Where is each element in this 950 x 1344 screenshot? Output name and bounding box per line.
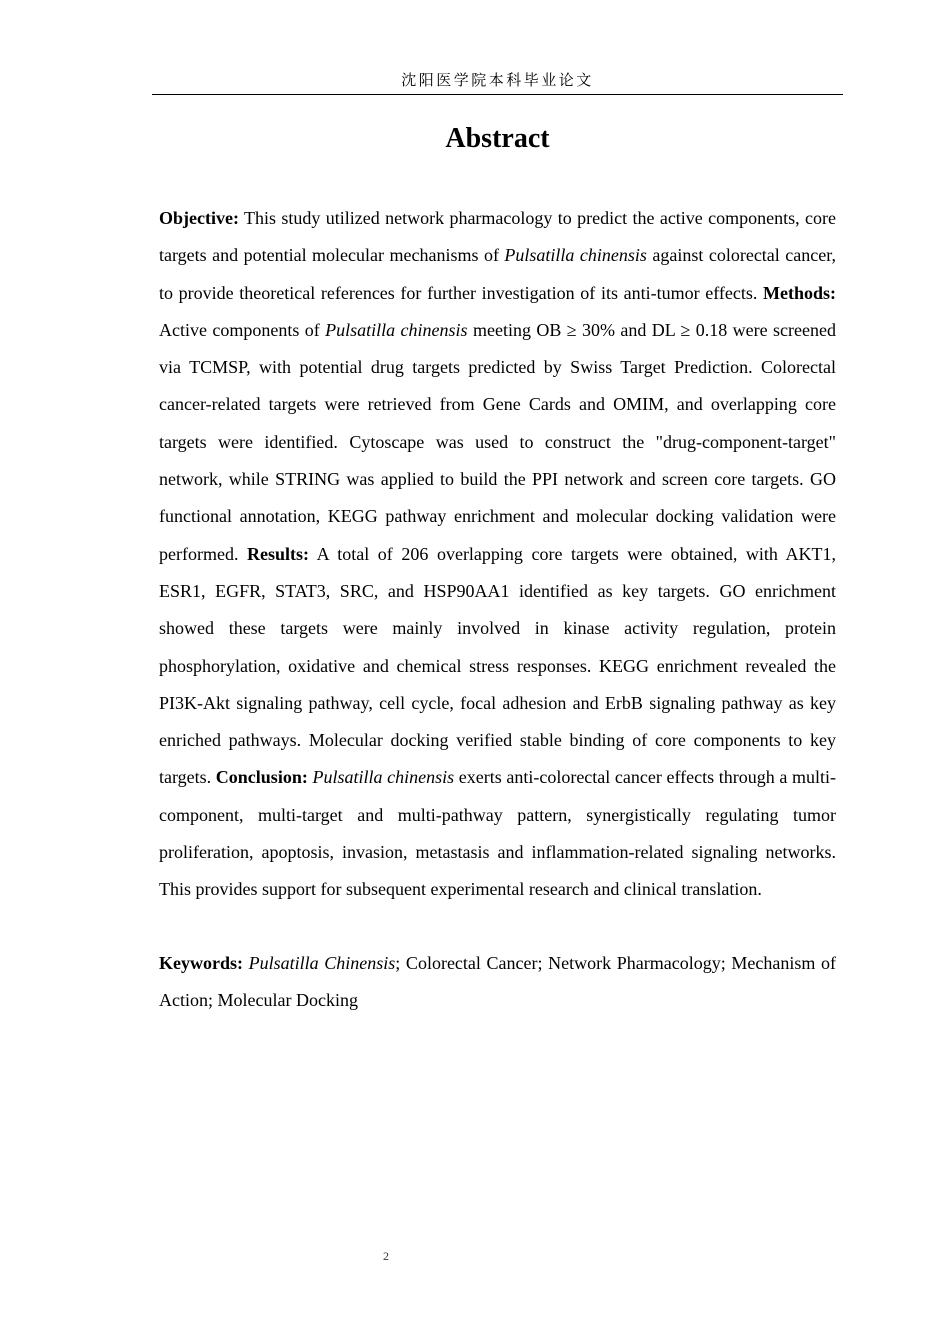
results-label: Results: xyxy=(247,543,310,564)
objective-species-name: Pulsatilla chinensis xyxy=(504,245,647,266)
methods-text-pre: Active components of xyxy=(159,319,326,340)
keyword-species-name: Pulsatilla Chinensis xyxy=(248,953,396,973)
keywords-paragraph xyxy=(159,945,836,1019)
keywords-rest: ; Colorectal Cancer; Network Pharmacology; Mechanism of Action; Molecular Docking xyxy=(159,953,837,1010)
page-number: 2 xyxy=(383,1249,389,1263)
methods-text-post: meeting OB ≥ 30% and DL ≥ 0.18 were screened via TCMSP, with potential drug targets predicted by Swiss Target Prediction. Colorectal cancer-related targets were retrieved from Gene Cards and OMIM, and overlapping core targets were identified. Cytoscape was used to construct the "drug-component-target" network, while STRING was applied to build the PPI network and screen core targets. GO functional annotation, KEGG pathway enrichment and molecular docking validation were performed. xyxy=(159,319,837,564)
objective-text-pre: This study utilized network pharmacology to predict the active components, core targets and potential molecular mechanisms of xyxy=(159,208,836,266)
methods-species-name: Pulsatilla chinensis xyxy=(325,319,468,340)
keywords-label: Keywords: xyxy=(159,953,243,973)
conclusion-species-name: Pulsatilla chinensis xyxy=(312,767,455,788)
page-header xyxy=(152,70,843,95)
objective-text-post: against colorectal cancer, to provide theoretical references for further investigation of its anti-tumor effects. xyxy=(159,245,837,303)
abstract-body xyxy=(159,200,836,909)
conclusion-label: Conclusion: xyxy=(215,767,308,788)
results-text: A total of 206 overlapping core targets were obtained, with AKT1, ESR1, EGFR, STAT3, SRC, and HSP90AA1 identified as key targets. GO enrichment showed these targets were mainly involved in kinase activity regulation, protein phosphorylation, oxidative and chemical stress responses. KEGG enrichment revealed the PI3K-Akt signaling pathway, cell cycle, focal adhesion and ErbB signaling pathway as key enriched pathways. Molecular docking verified stable binding of core components to key targets. xyxy=(159,543,836,788)
conclusion-text: exerts anti-colorectal cancer effects through a multi-component, multi-target and multi-pathway pattern, synergistically regulating tumor proliferation, apoptosis, invasion, metastasis and inflammation-related signaling networks. This provides support for subsequent experimental research and clinical translation. xyxy=(159,767,837,900)
header-title: 沈阳医学院本科毕业论文 xyxy=(401,71,594,89)
objective-label: Objective: xyxy=(159,208,239,228)
abstract-heading: Abstract xyxy=(445,123,550,154)
methods-label: Methods: xyxy=(763,282,836,303)
